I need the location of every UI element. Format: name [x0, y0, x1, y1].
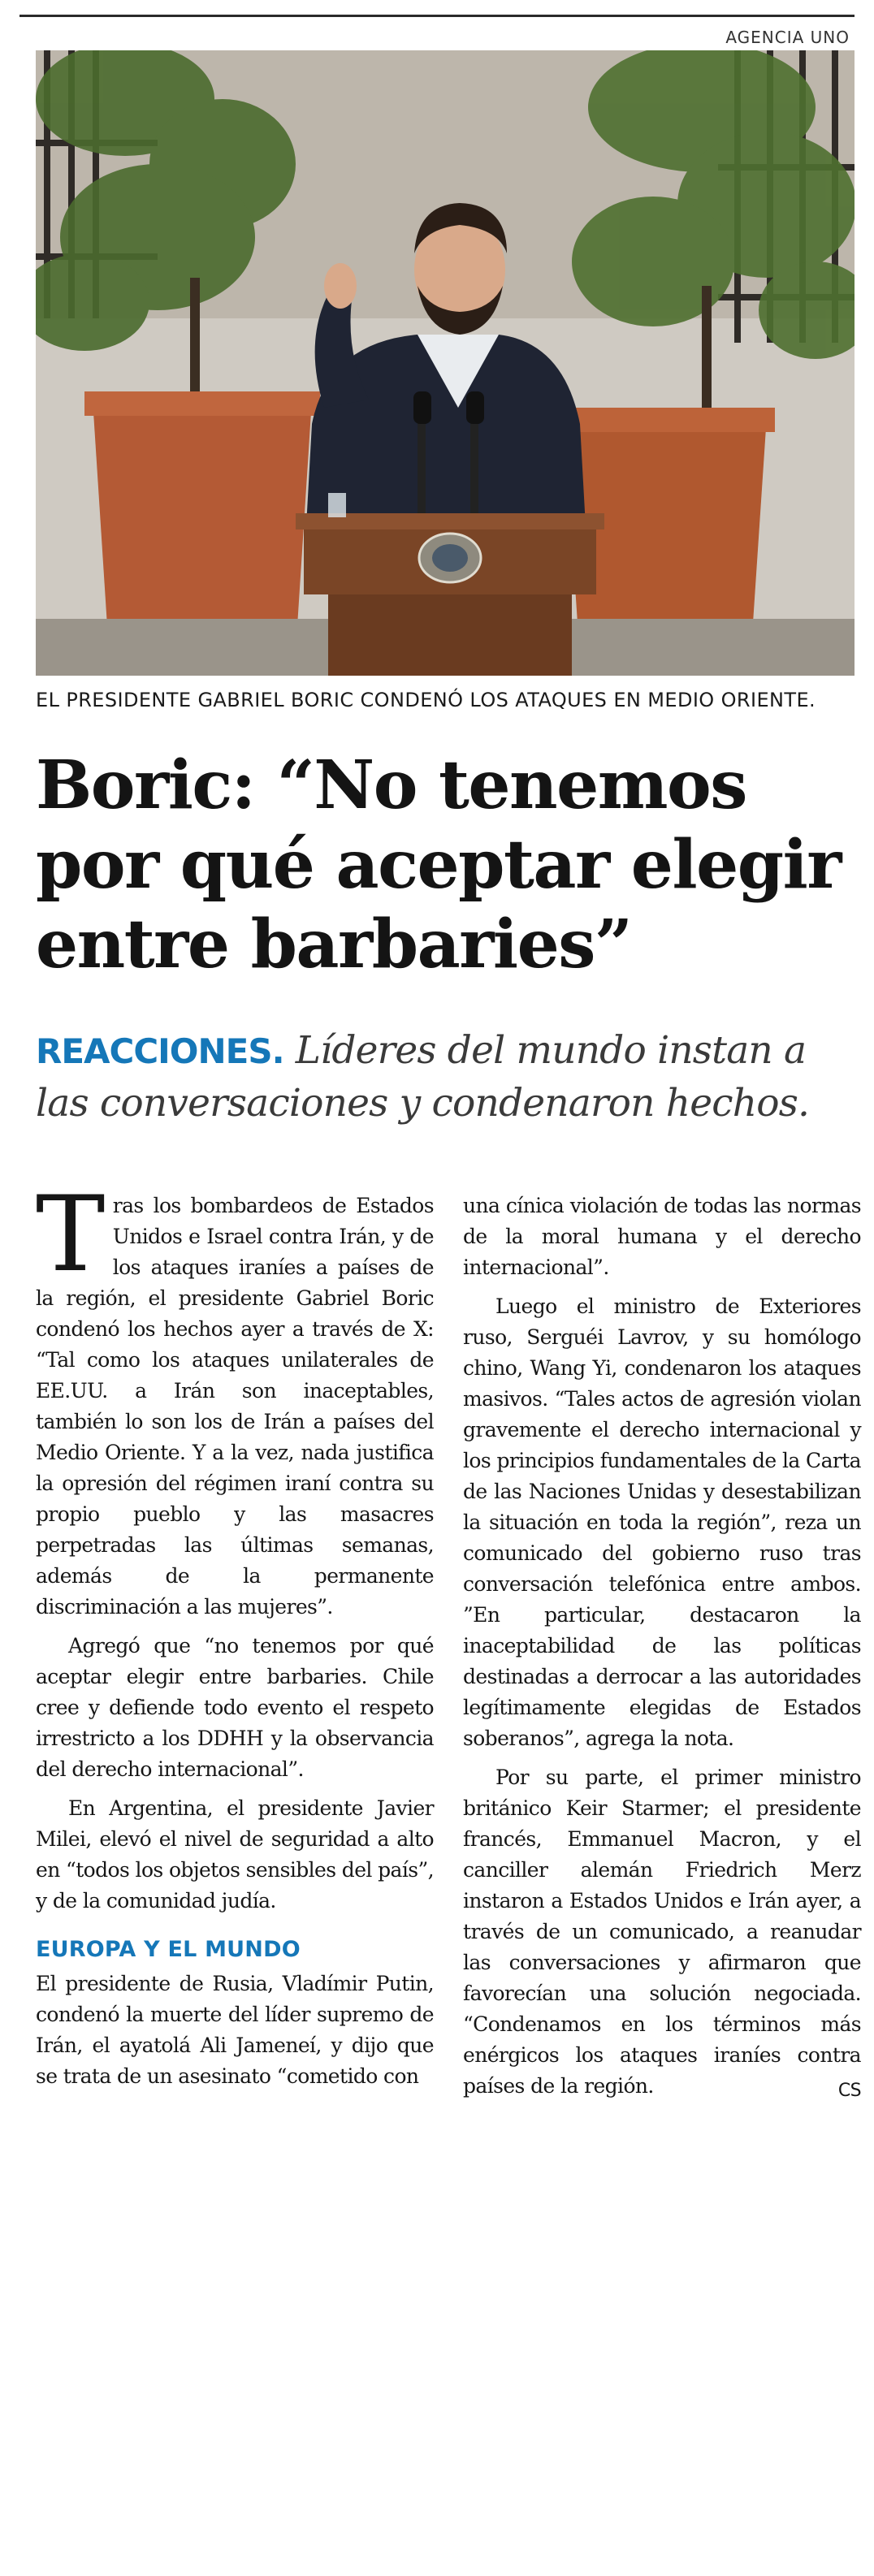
paragraph-6-text: Por su parte, el primer ministro británico Keir Starmer; el presidente francés, Emmanuel Macron, y el canciller alemán Friedrich Merz instaron a Estados Unidos e Irán ayer, a través de un comunicado, a reanudar las conversaciones y afirmaron que favorecían una solución negociada. “Condenamos en los términos más enérgicos los ataques iraníes contra países de la región.	[463, 1766, 861, 2098]
paragraph-4-end: una cínica violación de todas las normas de la moral humana y el derecho internacional”.	[463, 1194, 861, 1279]
photo-caption: EL PRESIDENTE GABRIEL BORIC CONDENÓ LOS ATAQUES EN MEDIO ORIENTE.	[36, 689, 816, 711]
paragraph-6	[463, 1762, 861, 2102]
top-rule	[19, 15, 855, 17]
paragraph-3: En Argentina, el presidente Javier Milei, elevó el nivel de seguridad a alto en “todos los objetos sensibles del país”, y de la comunidad judía.	[36, 1796, 434, 1913]
drop-cap: T	[36, 1174, 105, 1295]
paragraph-5: Luego el ministro de Exteriores ruso, Serguéi Lavrov, y su homólogo chino, Wang Yi, condenaron los ataques masivos. “Tales actos de agresión violan gravemente el derecho internacional y los principios fundamentales de la Carta de las Naciones Unidas y desestabilizan la situación en toda la región”, reza un comunicado del gobierno ruso tras conversación telefónica entre ambos. ”En particular, destacaron la inaceptabilidad de las políticas destinadas a derrocar a las autoridades legítimamente elegidas de Estados soberanos”, agrega la nota.	[463, 1294, 861, 1750]
news-photo	[36, 50, 855, 676]
end-mark: CS	[837, 2081, 861, 2101]
headline: Boric: “No tenemos por qué aceptar elegir entre barbaries”	[36, 746, 841, 983]
subhead-europa: EUROPA Y EL MUNDO	[36, 1937, 301, 1962]
deck-kicker: REACCIONES.	[36, 1031, 284, 1071]
paragraph-1	[36, 1174, 434, 1623]
column-right	[463, 1191, 861, 2110]
column-left	[36, 1174, 434, 2100]
photo-credit: AGENCIA UNO	[725, 28, 850, 47]
deck	[36, 1025, 856, 1130]
paragraph-1-text: ras los bombardeos de Estados Unidos e Israel contra Irán, y de los ataques iraníes a países de la región, el presidente Gabriel Boric condenó los hechos ayer a través de X: “Tal como los ataques unilaterales de EE.UU. a Irán son inaceptables, también lo son los de Irán a países del Medio Oriente. Y a la vez, nada justifica la opresión del régimen iraní contra su propio pueblo y las masacres perpetradas las últimas semanas, además de la permanente discriminación a las mujeres”.	[36, 1194, 434, 1619]
paragraph-2: Agregó que “no tenemos por qué aceptar elegir entre barbaries. Chile cree y defiende todo evento el respeto irrestricto a los DDHH y la observancia del derecho internacional”.	[36, 1634, 434, 1781]
deck-lede: Líderes del mundo instan a las conversaciones y condenaron hechos.	[36, 1028, 810, 1126]
paragraph-4-start: El presidente de Rusia, Vladímir Putin, condenó la muerte del líder supremo de Irán, el ayatolá Ali Jameneí, y dijo que se trata de un asesinato “cometido con	[36, 1972, 434, 2088]
